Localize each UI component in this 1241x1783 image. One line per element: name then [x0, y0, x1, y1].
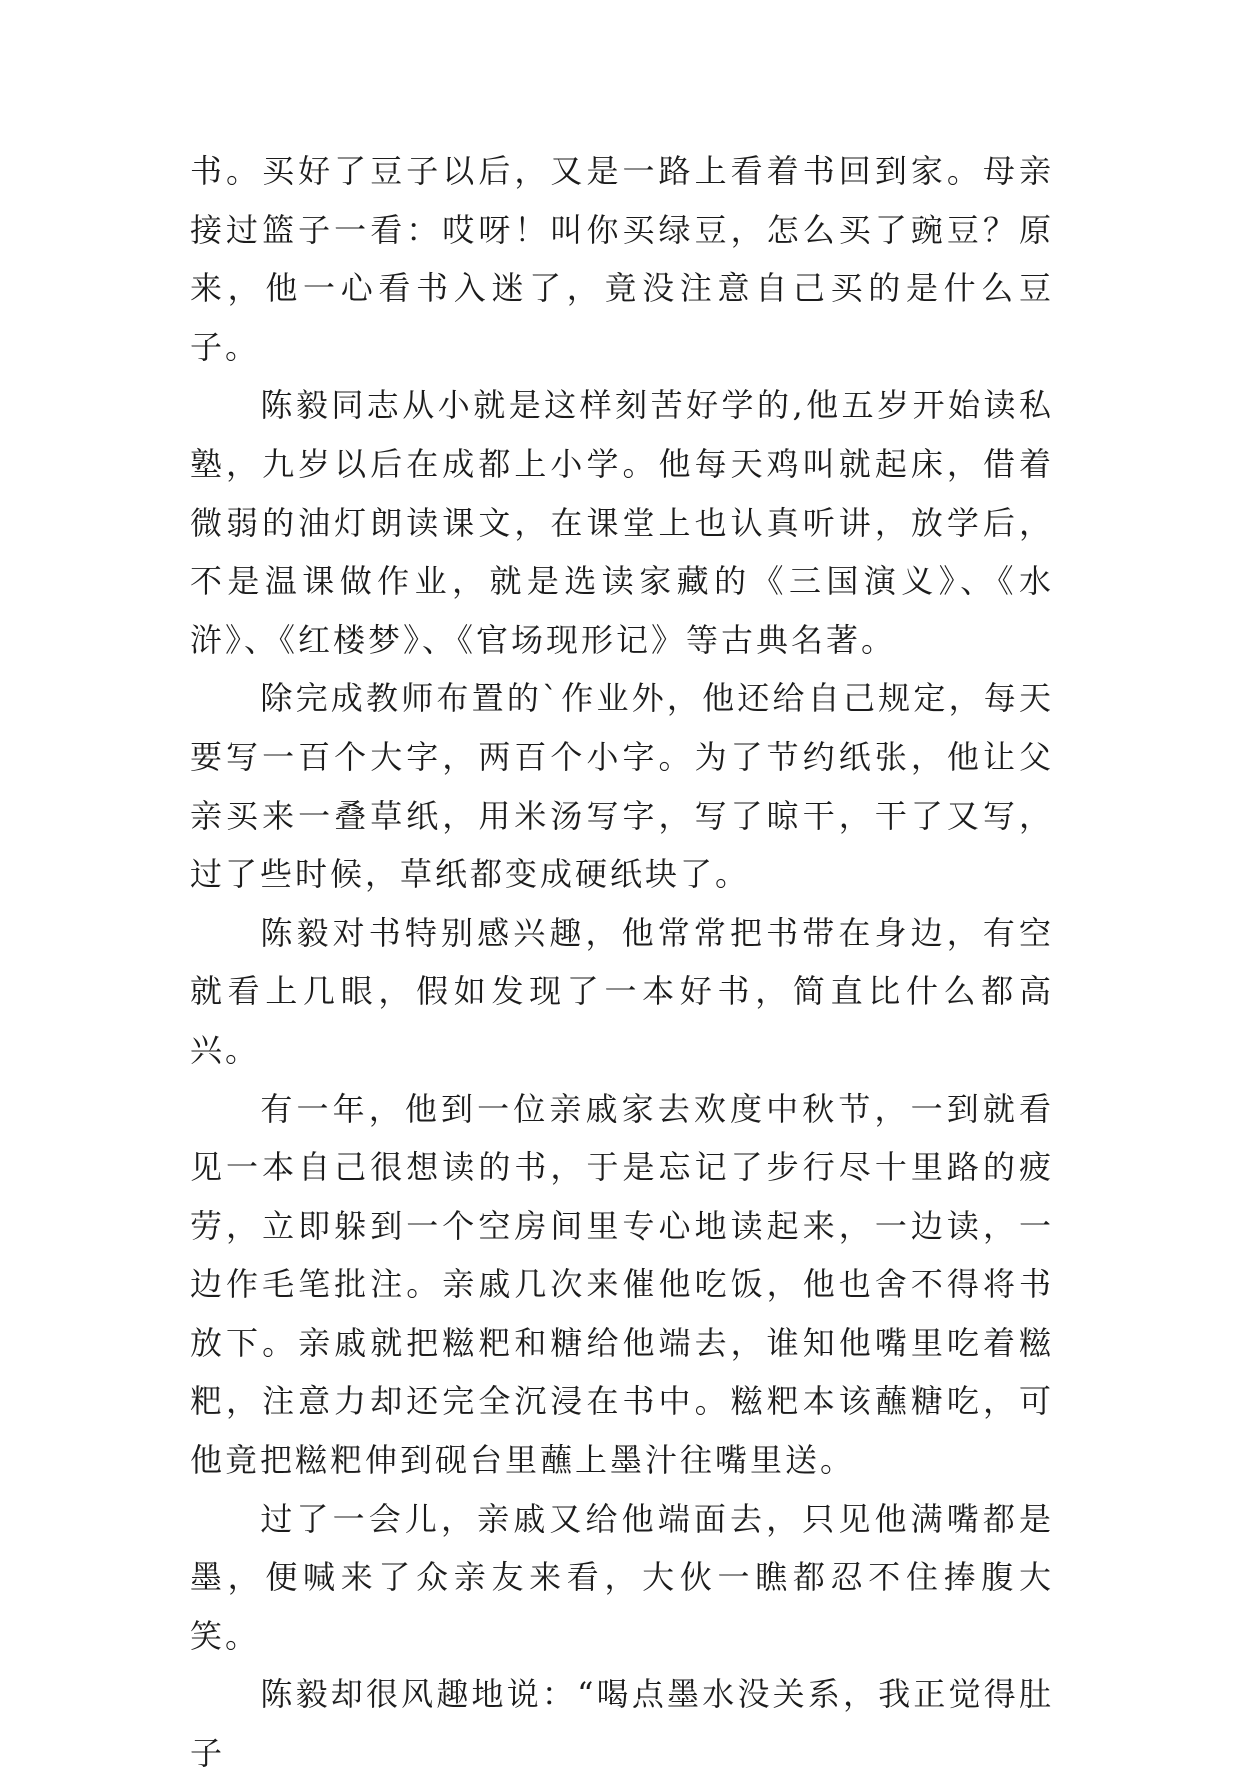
paragraph: 书。买好了豆子以后，又是一路上看着书回到家。母亲接过篮子一看：哎呀！叫你买绿豆，怎么买了豌豆？原来，他一心看书入迷了，竟没注意自己买的是什么豆子。	[190, 152, 1054, 366]
document-page	[190, 142, 1054, 1783]
paragraph: 过了一会儿，亲戚又给他端面去，只见他满嘴都是墨，便喊来了众亲友来看，大伙一瞧都忍不住捧腹大笑。	[190, 1499, 1054, 1655]
paragraph: 陈毅同志从小就是这样刻苦好学的,他五岁开始读私塾，九岁以后在成都上小学。他每天鸡叫就起床，借着微弱的油灯朗读课文，在课堂上也认真听讲，放学后，不是温课做作业，就是选读家藏的《三国演义》、《水浒》、《红楼梦》、《官场现形记》等古典名著。	[190, 386, 1054, 659]
paragraph: 有一年，他到一位亲戚家去欢度中秋节，一到就看见一本自己很想读的书，于是忘记了步行尽十里路的疲劳，立即躲到一个空房间里专心地读起来，一边读，一边作毛笔批注。亲戚几次来催他吃饭，他也舍不得将书放下。亲戚就把糍粑和糖给他端去，谁知他嘴里吃着糍粑，注意力却还完全沉浸在书中。糍粑本该蘸糖吃，可他竟把糍粑伸到砚台里蘸上墨汁往嘴里送。	[190, 1089, 1054, 1480]
paragraph: 除完成教师布置的`作业外，他还给自己规定，每天要写一百个大字，两百个小字。为了节约纸张，他让父亲买来一叠草纸，用米汤写字，写了晾干，干了又写，过了些时候，草纸都变成硬纸块了。	[190, 679, 1054, 894]
paragraph: 陈毅对书特别感兴趣，他常常把书带在身边，有空就看上几眼，假如发现了一本好书，简直比什么都高兴。	[190, 913, 1054, 1069]
paragraph: 陈毅却很风趣地说：“喝点墨水没关系，我正觉得肚子	[190, 1675, 1054, 1773]
